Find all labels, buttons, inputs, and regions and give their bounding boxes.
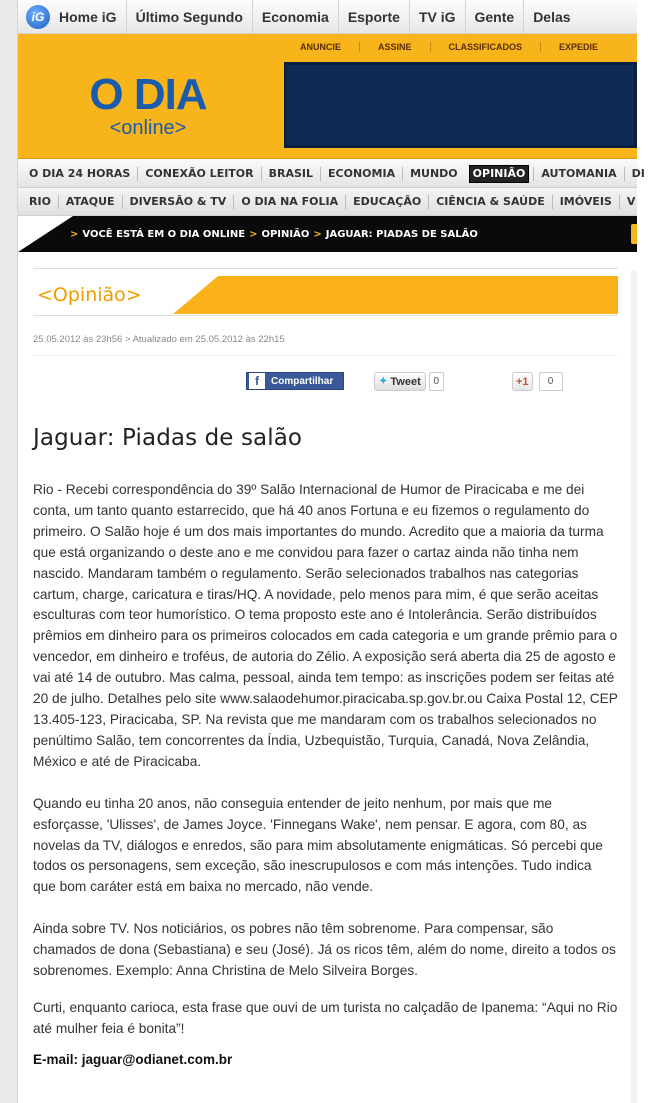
article-date: 25.05.2012 às 23h56 > Atualizado em 25.05.2012 às 22h15 bbox=[33, 334, 285, 345]
ig-nav-home[interactable]: Home iG bbox=[59, 8, 117, 25]
breadcrumb-current: JAGUAR: PIADAS DE SALÃO bbox=[325, 228, 478, 240]
gplus-label: +1 bbox=[516, 375, 529, 388]
tweet-widget bbox=[374, 372, 444, 391]
share-bar bbox=[33, 355, 618, 391]
ig-nav-esporte[interactable]: Esporte bbox=[338, 0, 409, 34]
nav-brasil[interactable]: BRASIL bbox=[261, 167, 320, 181]
breadcrumb-items bbox=[66, 216, 478, 252]
scrollbar-track[interactable] bbox=[631, 270, 637, 1103]
nav-ataque[interactable]: ATAQUE bbox=[58, 195, 122, 209]
article-paragraph: Curti, enquanto carioca, esta frase que ouvi de um turista no calçadão de Ipanema: “Aqui no Rio até mulher feia é bonita”! bbox=[33, 999, 618, 1036]
logo-sub: <online> bbox=[109, 117, 187, 139]
nav-mundo[interactable]: MUNDO bbox=[402, 167, 465, 181]
tweet-count: 0 bbox=[429, 372, 444, 391]
ig-logo-text: iG bbox=[31, 9, 45, 24]
section-title-slant bbox=[173, 276, 218, 314]
nav-opiniao[interactable]: OPINIÃO bbox=[469, 165, 530, 183]
nav-educacao[interactable]: EDUCAÇÃO bbox=[345, 195, 428, 209]
section-nav-secondary bbox=[18, 188, 637, 216]
breadcrumb-notch bbox=[18, 216, 73, 252]
article bbox=[33, 268, 618, 1071]
author-email[interactable]: E-mail: jaguar@odianet.com.br bbox=[33, 1051, 233, 1067]
divider bbox=[33, 315, 618, 316]
article-title: Jaguar: Piadas de salão bbox=[33, 425, 303, 451]
tweet-button[interactable] bbox=[374, 372, 426, 391]
gplus-button[interactable] bbox=[512, 372, 533, 391]
nav-di[interactable]: DI bbox=[624, 167, 652, 181]
link-assine[interactable]: ASSINE bbox=[359, 42, 430, 52]
logo-main: O DIA bbox=[89, 70, 207, 119]
ig-nav bbox=[56, 0, 580, 34]
article-paragraph: Ainda sobre TV. Nos noticiários, os pobres não têm sobrenome. Para compensar, são chamados de dona (Sebastiana) e seu (José). Já os ricos têm, além do nome, direito a todos os sobrenomes. Exemplo: Anna Christina de Melo Silveira Borges. bbox=[33, 921, 616, 979]
nav-ciencia-saude[interactable]: CIÊNCIA & SAÚDE bbox=[428, 195, 552, 209]
nav-imoveis[interactable]: IMÓVEIS bbox=[552, 195, 619, 209]
facebook-icon: f bbox=[249, 373, 265, 389]
breadcrumb-arrow-icon: > bbox=[249, 228, 258, 240]
ig-nav-tv[interactable]: TV iG bbox=[409, 0, 465, 34]
twitter-bird-icon: ✦ bbox=[379, 376, 388, 387]
site-header bbox=[18, 34, 637, 159]
odia-logo[interactable] bbox=[68, 72, 228, 142]
facebook-share-label: Compartilhar bbox=[271, 375, 334, 387]
nav-odia-24-horas[interactable]: O DIA 24 HORAS bbox=[29, 166, 131, 180]
link-anuncie[interactable]: ANUNCIE bbox=[300, 42, 342, 52]
article-body bbox=[33, 480, 618, 1071]
section-nav-primary bbox=[18, 160, 645, 188]
link-classificados[interactable]: CLASSIFICADOS bbox=[430, 42, 541, 52]
tweet-label: Tweet bbox=[390, 375, 421, 388]
nav-v[interactable]: V bbox=[619, 195, 643, 209]
nav-diversao-tv[interactable]: DIVERSÃO & TV bbox=[122, 195, 234, 209]
breadcrumb-arrow-icon: > bbox=[313, 228, 322, 240]
ig-nav-economia[interactable]: Economia bbox=[252, 0, 338, 34]
nav-automania[interactable]: AUTOMANIA bbox=[533, 167, 623, 181]
divider bbox=[33, 268, 618, 269]
nav-conexao-leitor[interactable]: CONEXÃO LEITOR bbox=[137, 167, 260, 181]
left-gutter bbox=[0, 0, 18, 1103]
breadcrumb-end-tab[interactable] bbox=[631, 224, 637, 244]
header-top-links bbox=[282, 34, 616, 60]
gplus-widget bbox=[512, 372, 563, 391]
ig-nav-gente[interactable]: Gente bbox=[465, 0, 524, 34]
nav-odia-na-folia[interactable]: O DIA NA FOLIA bbox=[233, 195, 345, 209]
ig-top-bar bbox=[18, 0, 637, 34]
banner-ad[interactable] bbox=[284, 62, 637, 148]
gplus-count: 0 bbox=[539, 372, 563, 391]
ig-nav-ultimo-segundo[interactable]: Último Segundo bbox=[126, 0, 252, 34]
ig-logo-icon[interactable] bbox=[26, 5, 50, 29]
link-expediente[interactable]: EXPEDIE bbox=[540, 42, 616, 52]
breadcrumb-arrow-icon: > bbox=[70, 228, 79, 240]
article-paragraph: Quando eu tinha 20 anos, não conseguia entender de jeito nenhum, por mais que me esforçasse, 'Ulisses', de James Joyce. 'Finnegans Wake', nem pensar. E agora, com 80, as novelas da TV, diálogos e enredos, são para mim absolutamente enigmáticas. Só percebi que todos os personagens, sem exceção, são inescrupulosos e com más intenções. Tudo indica que bom caráter está em baixa no mercado, não vende. bbox=[33, 795, 603, 895]
ig-nav-delas[interactable]: Delas bbox=[523, 0, 579, 34]
article-paragraph: Rio - Recebi correspondência do 39º Salão Internacional de Humor de Piracicaba e me dei conta, um tanto quanto estarrecido, que há 40 anos Fortuna e eu fizemos o regulamento do primeiro. O Salão hoje é um dos mais importantes do mundo. Acredito que a maioria da turma que está organizando o deste ano e me convidou para fazer o cartaz ainda não tinha nem nascido. Mandaram também o regulamento. Serão selecionados trabalhos nas categorias cartum, charge, caricatura e tiras/HQ. A novidade, pelo menos para mim, é que serão aceitas esculturas com teor humorístico. O tema proposto este ano é Intolerância. Serão distribuídos prêmios em dinheiro para os primeiros colocados em cada categoria e um grande prêmio para o vencedor, em dinheiro e troféus, de autoria do Zélio. A exposição será aberta dia 25 de agosto e vai até 14 de outubro. Mas calma, pessoal, ainda tem tempo: as inscrições podem ser feitas até 20 de julho. Detalhes pelo site www.salaodehumor.piracicaba.sp.gov.br.ou Caixa Postal 12, CEP 13.405-123, Piracicaba, SP. Na revista que me mandaram com os trabalhos selecionados no penúltimo Salão, tem concorrentes da Índia, Uzbequistão, Turquia, Canadá, Nova Zelândia, México e até de Piracicaba. bbox=[33, 482, 618, 769]
section-title-bar bbox=[33, 276, 618, 314]
nav-rio[interactable]: RIO bbox=[29, 194, 51, 208]
breadcrumb-section[interactable]: OPINIÃO bbox=[261, 228, 310, 240]
breadcrumb bbox=[18, 216, 637, 252]
nav-economia[interactable]: ECONOMIA bbox=[320, 167, 402, 181]
breadcrumb-home[interactable]: VOCÊ ESTÁ EM O DIA ONLINE bbox=[82, 228, 246, 240]
facebook-share-button[interactable] bbox=[246, 372, 344, 390]
section-title[interactable]: <Opinião> bbox=[33, 276, 173, 314]
